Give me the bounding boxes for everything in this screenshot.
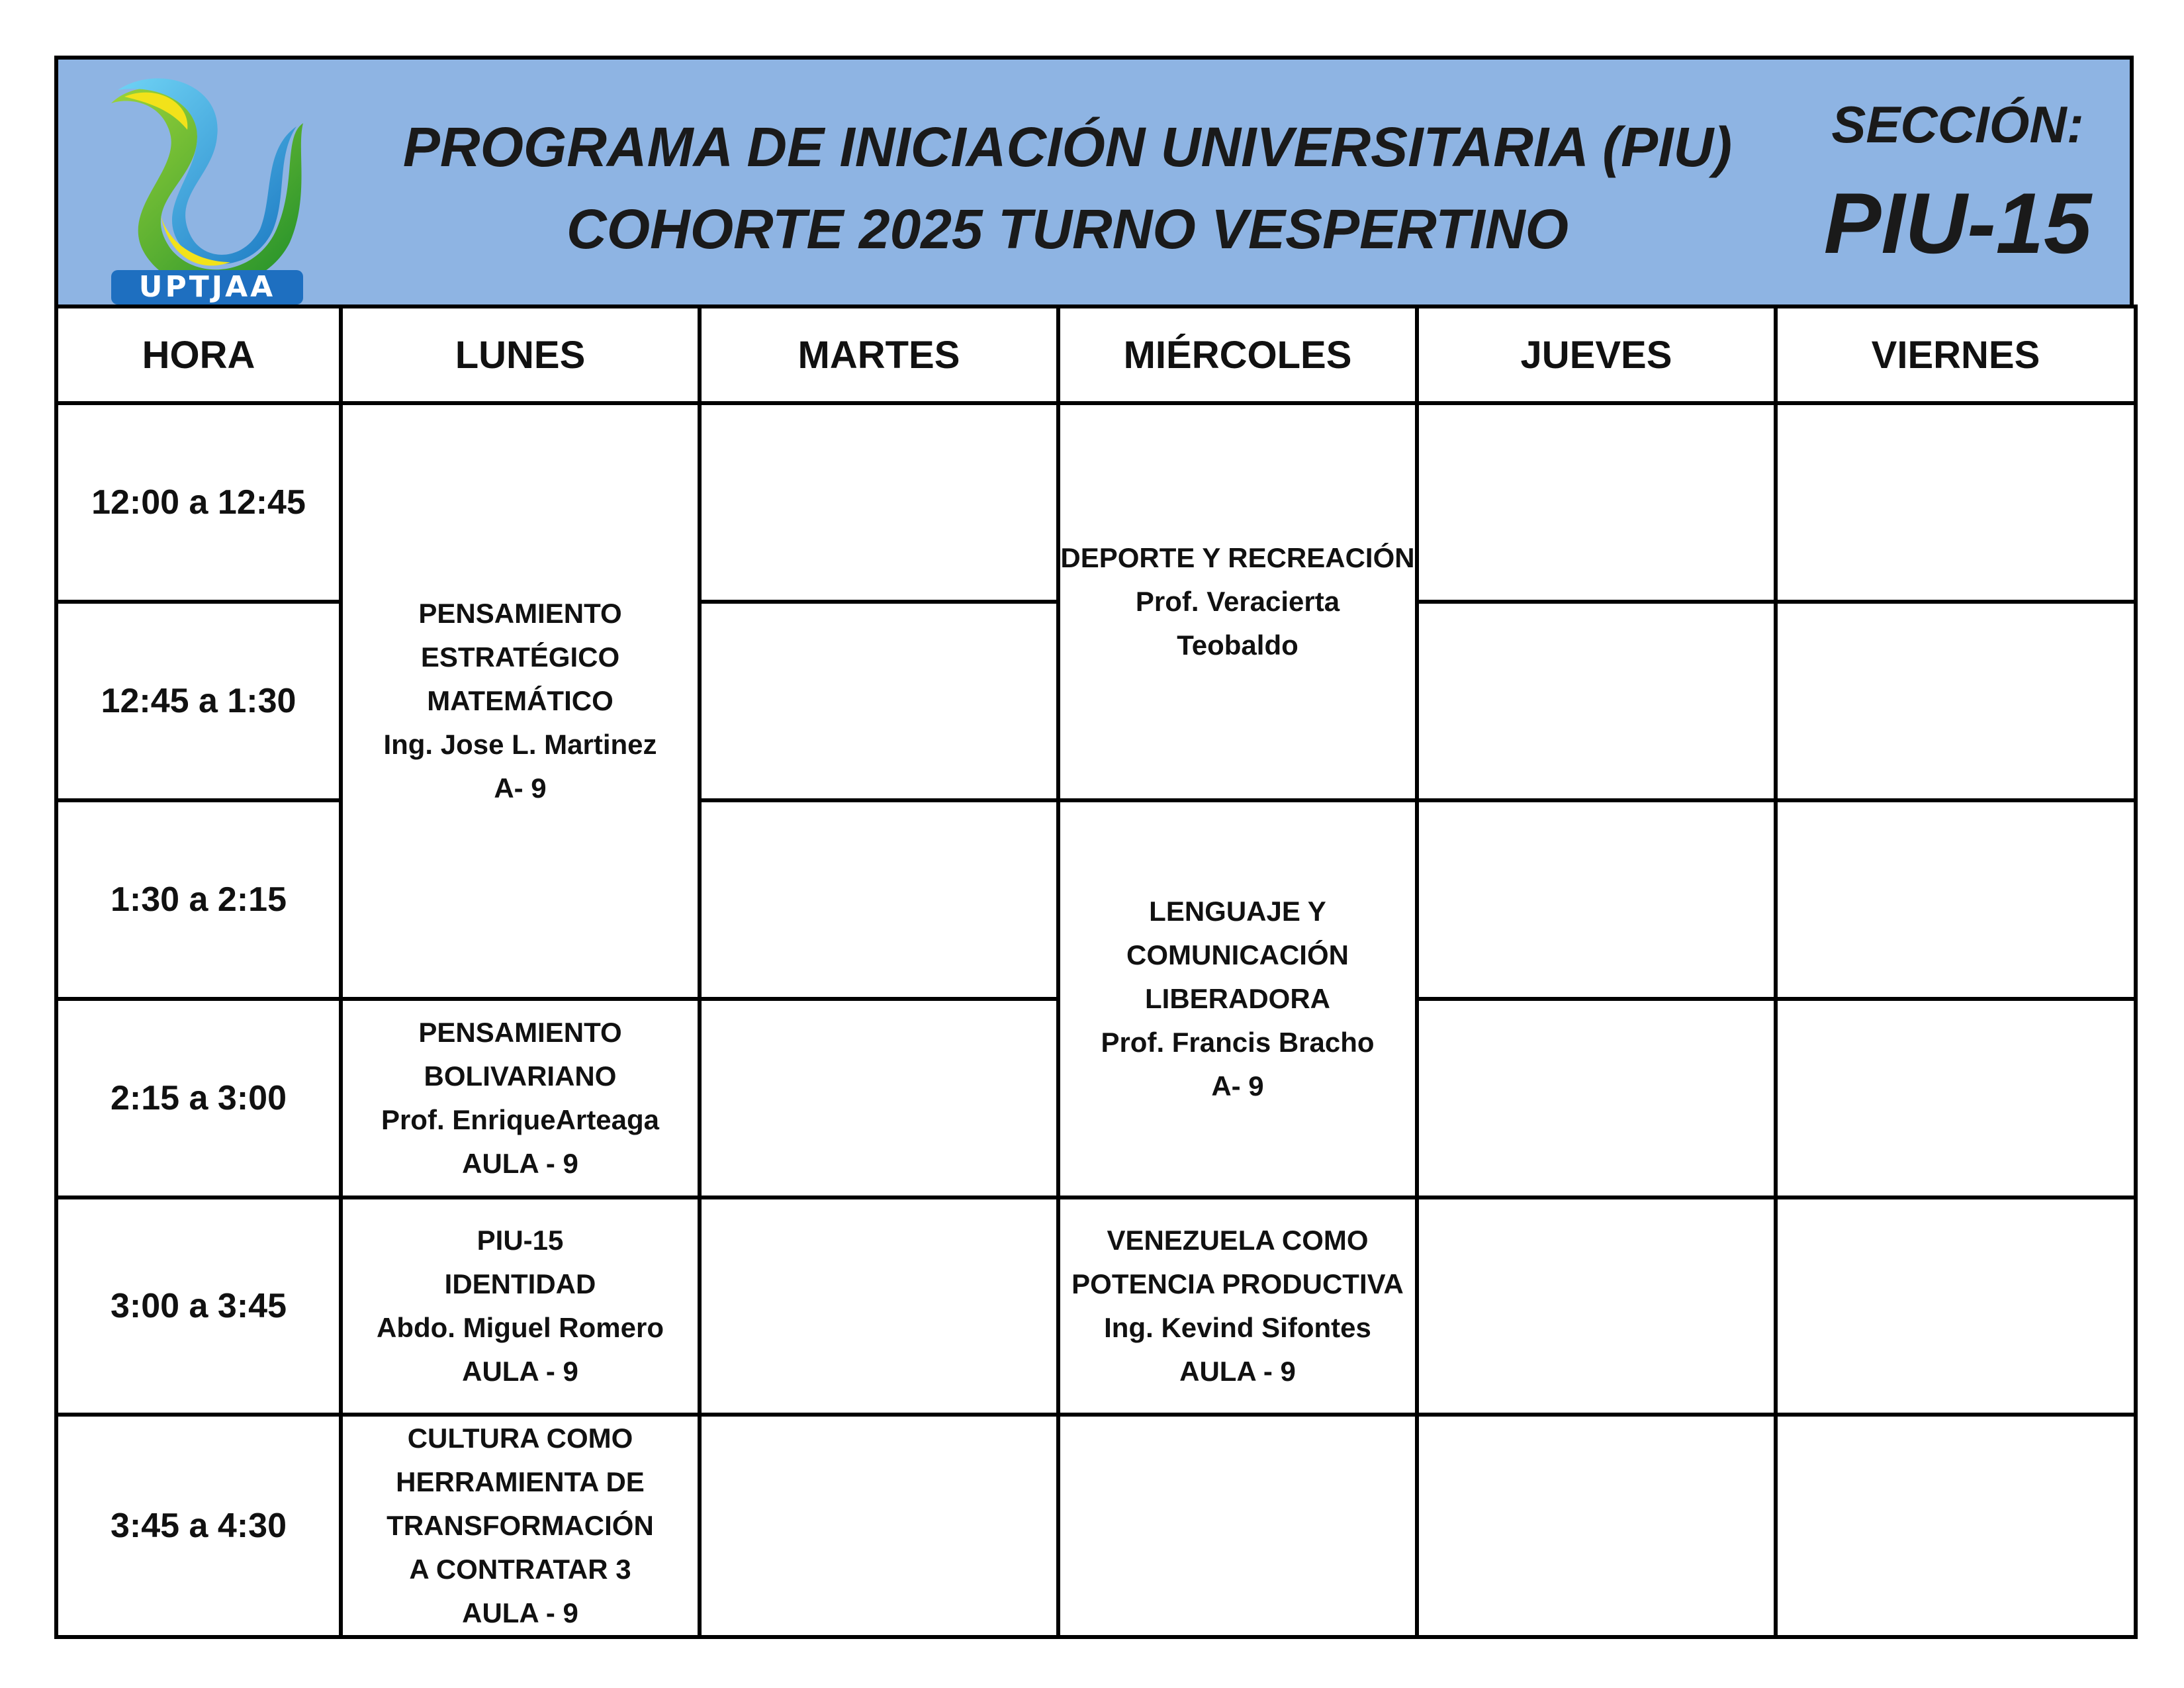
empty-cell: [1776, 800, 2136, 999]
hour-cell: 2:15 a 3:00: [56, 999, 341, 1197]
table-row: [56, 403, 2136, 602]
class-line: CULTURA COMO: [407, 1423, 633, 1454]
class-line: Ing. Kevind Sifontes: [1104, 1312, 1371, 1343]
column-header-hora: HORA: [56, 306, 341, 403]
uptjaa-logo-icon: [98, 64, 316, 308]
empty-cell: [1776, 403, 2136, 602]
empty-cell: [1776, 1415, 2136, 1637]
class-line: AULA - 9: [1179, 1356, 1296, 1387]
section-block: [1805, 91, 2110, 279]
column-header-martes: MARTES: [700, 306, 1058, 403]
class-cell-miercoles-lenguaje: [1058, 800, 1417, 1197]
class-line: AULA - 9: [462, 1356, 578, 1387]
class-line: VENEZUELA COMO: [1107, 1225, 1369, 1256]
class-line: TRANSFORMACIÓN: [387, 1510, 654, 1541]
empty-cell: [1417, 1415, 1776, 1637]
column-header-miercoles: MIÉRCOLES: [1058, 306, 1417, 403]
class-line: BOLIVARIANO: [424, 1060, 617, 1092]
title-line-1: PROGRAMA DE INICIACIÓN UNIVERSITARIA (PIU): [402, 116, 1733, 178]
schedule-header: [54, 56, 2134, 308]
class-line: PENSAMIENTO: [418, 1017, 622, 1048]
class-line: COMUNICACIÓN: [1126, 939, 1349, 970]
empty-cell: [1417, 1197, 1776, 1415]
empty-cell: [1417, 403, 1776, 602]
class-line: Ing. Jose L. Martinez: [383, 729, 657, 760]
class-line: LIBERADORA: [1145, 983, 1330, 1014]
class-line: A- 9: [1211, 1070, 1264, 1102]
class-line: PENSAMIENTO: [418, 598, 622, 629]
empty-cell: [700, 602, 1058, 800]
page-title: [349, 106, 1786, 270]
section-value: PIU-15: [1823, 175, 2092, 271]
hour-cell: 12:45 a 1:30: [56, 602, 341, 800]
empty-cell: [1417, 800, 1776, 999]
empty-cell: [1417, 999, 1776, 1197]
table-row: [56, 1197, 2136, 1415]
empty-cell: [700, 800, 1058, 999]
class-line: Prof. Francis Bracho: [1101, 1027, 1375, 1058]
uptjaa-logo: [98, 64, 316, 308]
class-line: HERRAMIENTA DE: [396, 1466, 645, 1497]
empty-cell: [1776, 1197, 2136, 1415]
class-line: DEPORTE Y RECREACIÓN: [1060, 542, 1415, 573]
empty-cell: [700, 1415, 1058, 1637]
class-line: IDENTIDAD: [444, 1268, 596, 1299]
hour-cell: 3:45 a 4:30: [56, 1415, 341, 1637]
class-line: ESTRATÉGICO: [420, 641, 620, 673]
column-header-viernes: VIERNES: [1776, 306, 2136, 403]
class-line: MATEMÁTICO: [427, 685, 614, 716]
class-line: AULA - 9: [462, 1597, 578, 1628]
schedule-table: [54, 305, 2138, 1639]
hour-cell: 1:30 a 2:15: [56, 800, 341, 999]
title-line-2: COHORTE 2025 TURNO VESPERTINO: [567, 198, 1569, 260]
hour-cell: 3:00 a 3:45: [56, 1197, 341, 1415]
column-header-lunes: LUNES: [341, 306, 700, 403]
empty-cell: [1417, 602, 1776, 800]
empty-cell: [700, 1197, 1058, 1415]
class-cell-lunes-cultura: [341, 1415, 700, 1637]
empty-cell: [700, 999, 1058, 1197]
empty-cell: [1776, 999, 2136, 1197]
class-cell-lunes-identidad: [341, 1197, 700, 1415]
class-line: Prof. Veracierta: [1135, 586, 1340, 617]
empty-cell: [1058, 1415, 1417, 1637]
section-label: SECCIÓN:: [1831, 95, 2084, 154]
class-line: LENGUAJE Y: [1149, 896, 1326, 927]
schedule-sheet: [54, 56, 2134, 1639]
table-row: [56, 1415, 2136, 1637]
class-line: PIU-15: [477, 1225, 564, 1256]
class-line: Abdo. Miguel Romero: [377, 1312, 664, 1343]
class-line: POTENCIA PRODUCTIVA: [1071, 1268, 1404, 1299]
class-cell-miercoles-venezuela: [1058, 1197, 1417, 1415]
class-cell-miercoles-deporte: [1058, 403, 1417, 800]
empty-cell: [1776, 602, 2136, 800]
hour-cell: 12:00 a 12:45: [56, 403, 341, 602]
table-header-row: [56, 306, 2136, 403]
class-line: A CONTRATAR 3: [409, 1554, 631, 1585]
class-cell-lunes-pensamiento-estrategico: [341, 403, 700, 999]
class-line: Teobaldo: [1177, 630, 1298, 661]
column-header-jueves: JUEVES: [1417, 306, 1776, 403]
class-cell-lunes-pensamiento-bolivariano: [341, 999, 700, 1197]
logo-text: UPTJAA: [138, 270, 276, 304]
empty-cell: [700, 403, 1058, 602]
class-line: A- 9: [494, 773, 547, 804]
class-line: AULA - 9: [462, 1148, 578, 1179]
class-line: Prof. EnriqueArteaga: [381, 1104, 660, 1135]
